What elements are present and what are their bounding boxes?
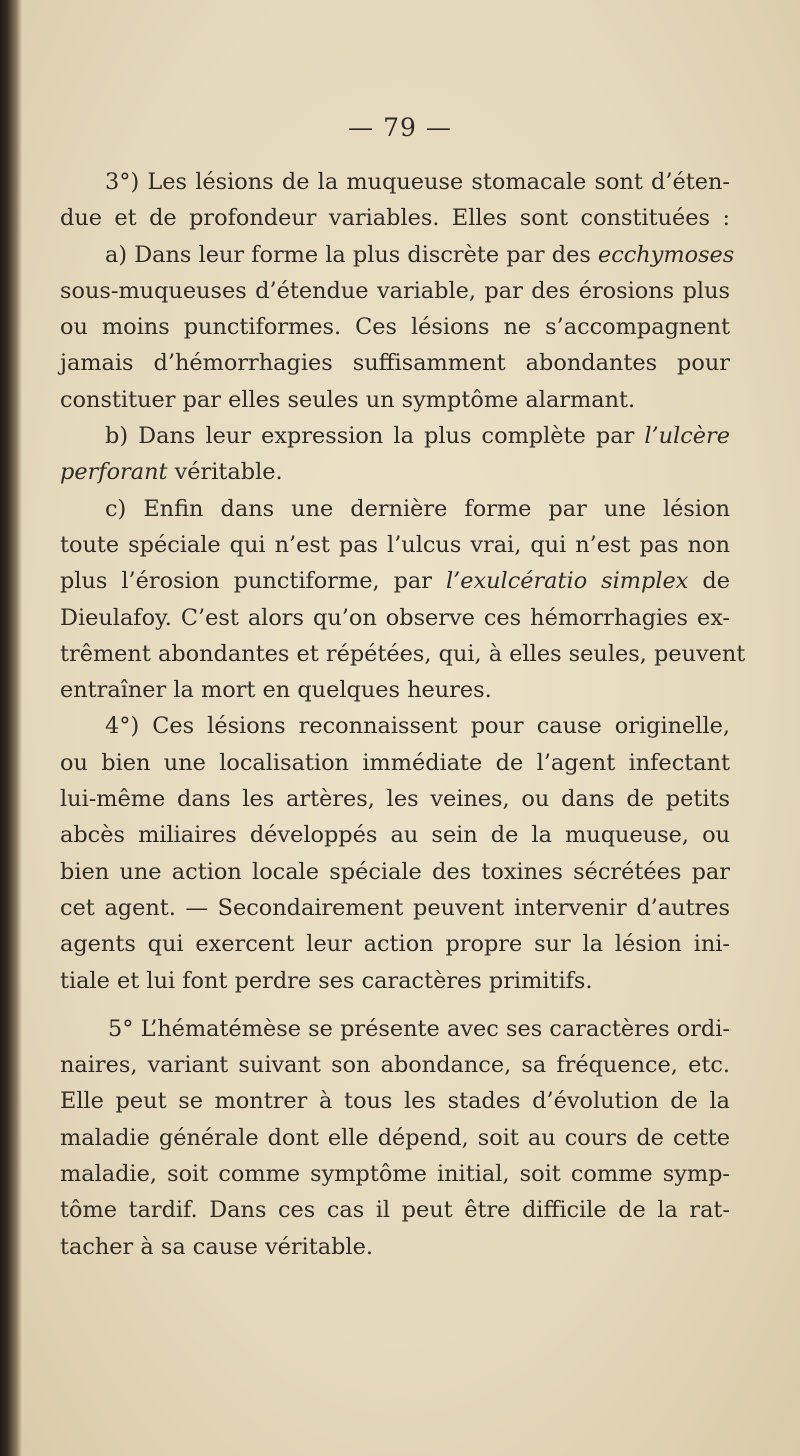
text-line: naires, variant suivant son abondance, sa fréquence, etc.: [60, 1052, 730, 1079]
line-text: b) Dans leur expression la plus complète par: [105, 423, 645, 450]
text-line: 4°) Ces lésions reconnaissent pour cause originelle,: [105, 713, 730, 740]
text-line: lui-même dans les artères, les veines, ou dans de petits: [60, 786, 730, 813]
page-number: — 79 —: [348, 113, 452, 142]
text-line: Elle peut se montrer à tous les stades d’évolution de la: [60, 1088, 730, 1115]
text-line: due et de profondeur variables. Elles sont constituées :: [60, 205, 730, 232]
text-line: bien une action locale spéciale des toxines sécrétées par: [60, 858, 730, 885]
text-line: [60, 418, 730, 454]
text-line: maladie, soit comme symptôme initial, soit comme symp-: [60, 1161, 730, 1188]
text-line: entraîner la mort en quelques heures.: [60, 677, 492, 704]
text-line: trêment abondantes et répétées, qui, à elles seules, peuvent: [60, 640, 746, 667]
text-line: tacher à sa cause véritable.: [60, 1233, 373, 1260]
text-line: 5° L’hématémèse se présente avec ses caractères ordi-: [108, 1015, 730, 1042]
text-line: [60, 454, 730, 490]
italic-term: perforant: [60, 459, 168, 486]
line-text: de: [688, 568, 730, 595]
text-line: cet agent. — Secondairement peuvent intervenir d’autres: [60, 894, 730, 921]
text-line: 3°) Les lésions de la muqueuse stomacale sont d’éten-: [105, 169, 730, 195]
text-line: constituer par elles seules un symptôme alarmant.: [60, 386, 636, 413]
line-text: plus l’érosion punctiforme, par: [60, 568, 446, 595]
text-line: c) Enfin dans une dernière forme par une lésion: [105, 495, 730, 522]
line-text: véritable.: [167, 459, 283, 486]
text-line: toute spéciale qui n’est pas l’ulcus vrai, qui n’est pas non: [60, 531, 730, 558]
text-line: Dieulafoy. C’est alors qu’on observe ces hémorrhagies ex-: [60, 604, 730, 631]
text-line: tôme tardif. Dans ces cas il peut être difficile de la rat-: [60, 1197, 730, 1224]
text-line: ou moins punctiformes. Ces lésions ne s’accompagnent: [60, 314, 730, 341]
text-line: agents qui exercent leur action propre sur la lésion ini-: [60, 931, 730, 958]
text-line: tiale et lui font perdre ses caractères primitifs.: [60, 967, 593, 994]
body-text: [60, 164, 746, 1265]
line-text: a) Dans leur forme la plus discrète par des: [105, 241, 598, 268]
text-line: [60, 237, 735, 273]
text-line: ou bien une localisation immédiate de l’agent infectant: [60, 749, 730, 776]
text-line: sous-muqueuses d’étendue variable, par des érosions plus: [60, 277, 730, 304]
italic-term: ecchymoses: [597, 241, 735, 268]
text-line: abcès miliaires développés au sein de la muqueuse, ou: [60, 822, 730, 849]
text-line: maladie générale dont elle dépend, soit au cours de cette: [60, 1124, 730, 1151]
text-line: [60, 563, 730, 599]
text-line: jamais d’hémorrhagies suffisamment abondantes pour: [60, 350, 730, 377]
book-binding-edge: [0, 0, 22, 1456]
italic-term: l’exulcératio simplex: [445, 568, 689, 595]
italic-term: l’ulcère: [644, 423, 730, 450]
